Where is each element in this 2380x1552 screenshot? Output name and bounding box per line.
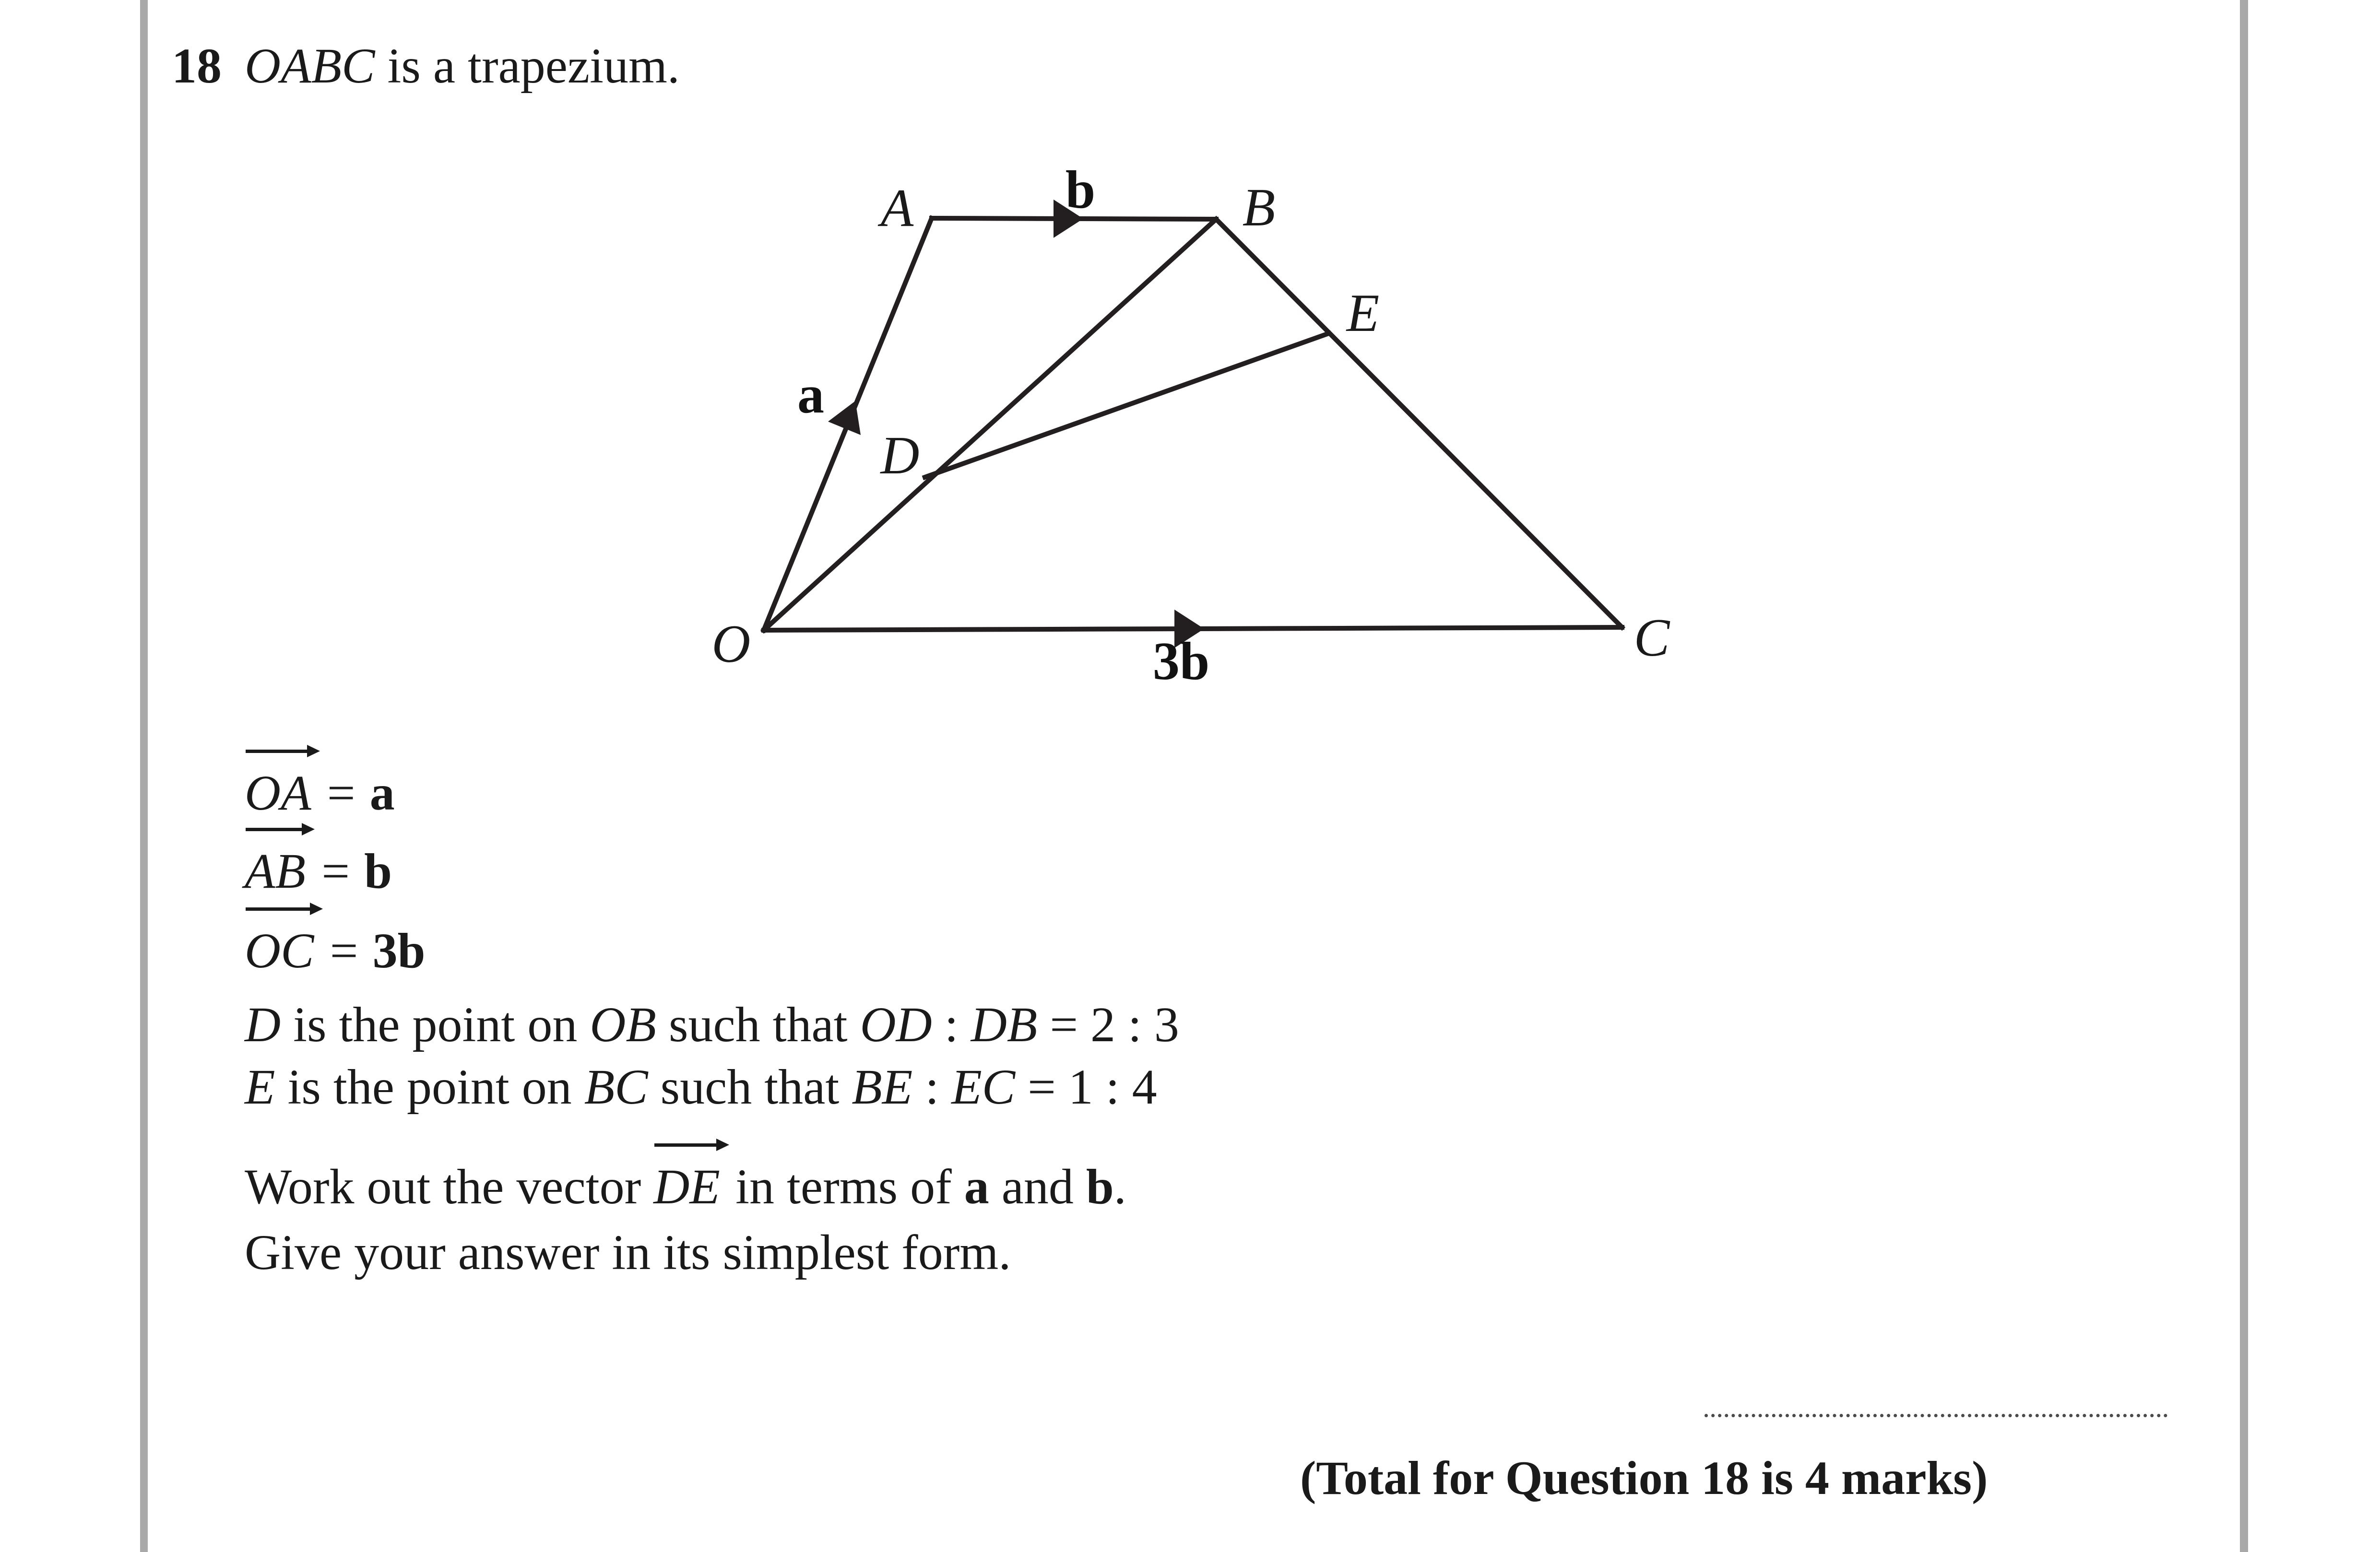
- label-O: O: [711, 614, 751, 674]
- equals-sign: =: [321, 844, 350, 899]
- right-margin-rule: [2240, 0, 2248, 1552]
- bold-text: a: [964, 1159, 989, 1214]
- statement-point-e: [245, 1058, 1157, 1116]
- italic-text: OD: [860, 997, 932, 1052]
- question-title: [245, 37, 680, 95]
- plain-text: :: [912, 1059, 952, 1115]
- vector-arrow: [246, 828, 302, 831]
- label-b: b: [1065, 160, 1096, 220]
- italic-text: OB: [590, 997, 656, 1052]
- vector-oa-letters: OA: [245, 765, 311, 821]
- italic-text: OABC: [245, 38, 375, 94]
- vector-arrow: [654, 1143, 716, 1147]
- vector-ab-value: b: [364, 844, 392, 899]
- label-C: C: [1634, 608, 1670, 668]
- plain-text: is a trapezium.: [375, 38, 680, 94]
- equals-sign: =: [327, 765, 355, 821]
- total-marks-label: (Total for Question 18 is 4 marks): [1300, 1451, 1988, 1505]
- left-margin-rule: [140, 0, 148, 1552]
- label-D: D: [880, 426, 920, 485]
- vector-oa-value: a: [369, 765, 395, 821]
- label-E: E: [1346, 283, 1380, 343]
- plain-text: and: [989, 1159, 1086, 1214]
- plain-text: = 1 : 4: [1015, 1059, 1157, 1115]
- label-a: a: [797, 365, 824, 424]
- vector-arrow: [246, 750, 307, 753]
- label-A: A: [880, 178, 914, 238]
- plain-text: Work out the vector: [245, 1159, 654, 1214]
- plain-text: such that: [656, 997, 860, 1052]
- italic-text: EC: [951, 1059, 1016, 1115]
- vector-letters: DE: [653, 1159, 720, 1214]
- plain-text: such that: [648, 1059, 852, 1115]
- edge-OB: [764, 219, 1216, 630]
- answer-dotted-line: [1705, 1414, 2167, 1417]
- vector-oc-value: 3b: [372, 923, 426, 978]
- italic-text: DB: [971, 997, 1038, 1052]
- equation-ab: [245, 843, 392, 900]
- question-number: 18: [172, 38, 222, 94]
- vector-oc-letters: OC: [245, 923, 314, 978]
- plain-text: is the point on: [275, 1059, 584, 1115]
- plain-text: = 2 : 3: [1037, 997, 1179, 1052]
- statement-point-d: [245, 996, 1179, 1054]
- plain-text: :: [932, 997, 971, 1052]
- label-B: B: [1242, 178, 1276, 237]
- plain-text: is the point on: [281, 997, 590, 1052]
- vector-arrow: [246, 907, 310, 911]
- task-work-out: [245, 1158, 1126, 1216]
- vector-ab: [245, 843, 308, 900]
- italic-text: D: [245, 997, 281, 1052]
- edge-DE: [925, 333, 1329, 477]
- plain-text: in terms of: [723, 1159, 964, 1214]
- italic-text: BE: [852, 1059, 913, 1115]
- equals-sign: =: [330, 923, 358, 978]
- vector-de: [653, 1158, 723, 1216]
- italic-text: E: [245, 1059, 275, 1115]
- italic-text: BC: [584, 1059, 648, 1115]
- label-3b: 3b: [1152, 632, 1210, 691]
- vector-oc: [245, 922, 317, 979]
- plain-text: Give your answer in its simplest form.: [245, 1225, 1011, 1280]
- vector-oa: [245, 764, 314, 822]
- trapezium-diagram: [672, 144, 1775, 767]
- equation-oa: [245, 764, 395, 822]
- task-simplest-form: [245, 1224, 1011, 1282]
- bold-text: b: [1086, 1159, 1114, 1214]
- edge-BC: [1216, 219, 1622, 627]
- equation-oc: [245, 922, 425, 979]
- plain-text: .: [1113, 1159, 1126, 1214]
- vector-ab-letters: AB: [245, 844, 306, 899]
